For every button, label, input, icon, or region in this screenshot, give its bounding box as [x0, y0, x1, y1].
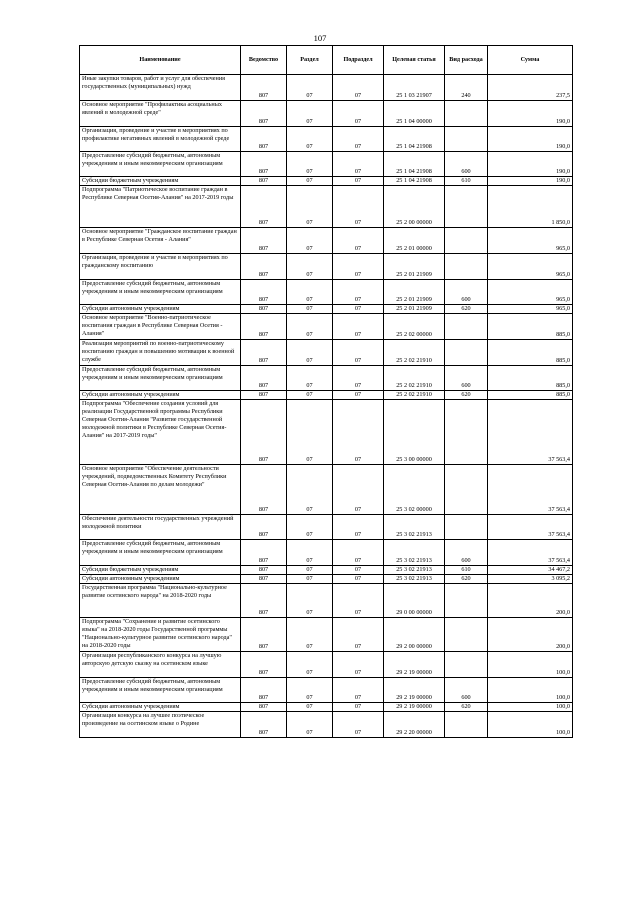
row-target-cell: 29 2 19 00000 [384, 652, 445, 678]
row-section-cell: 07 [287, 228, 333, 254]
table-row [80, 540, 573, 566]
header-subsection: Подраздел [333, 46, 384, 75]
row-amount-cell: 100,0 [488, 712, 573, 738]
row-section-cell: 07 [287, 400, 333, 465]
row-dept-cell: 807 [241, 618, 287, 652]
row-subsection-cell: 07 [333, 652, 384, 678]
table-row [80, 366, 573, 391]
row-name-cell: Субсидии автономным учреждениям [80, 305, 241, 314]
row-name-cell: Предоставление субсидий бюджетным, автономным учреждениям и иным некоммерческим организациям [80, 678, 241, 703]
row-amount-cell: 100,0 [488, 652, 573, 678]
row-target-cell: 25 2 02 00000 [384, 314, 445, 340]
row-amount-cell: 34 467,2 [488, 566, 573, 575]
row-section-cell: 07 [287, 314, 333, 340]
row-section-cell: 07 [287, 515, 333, 540]
row-section-cell: 07 [287, 254, 333, 280]
row-exp-type-cell [445, 101, 488, 127]
row-name-cell: Основное мероприятие "Гражданское воспитание граждан в Республике Северная Осетия - Алания" [80, 228, 241, 254]
row-dept-cell: 807 [241, 75, 287, 101]
header-dept: Ведомство [241, 46, 287, 75]
row-exp-type-cell [445, 712, 488, 738]
row-dept-cell: 807 [241, 465, 287, 515]
row-exp-type-cell [445, 127, 488, 152]
row-name-cell: Организация республиканского конкурса на лучшую авторскую детскую сказку на осетинском языке [80, 652, 241, 678]
row-amount-cell: 190,0 [488, 127, 573, 152]
row-subsection-cell: 07 [333, 584, 384, 618]
row-name-cell: Подпрограмма "Патриотическое воспитание граждан в Республике Северная Осетия-Алания" на 2017-2019 годы [80, 186, 241, 228]
row-section-cell: 07 [287, 391, 333, 400]
row-target-cell: 25 3 00 00000 [384, 400, 445, 465]
row-subsection-cell: 07 [333, 177, 384, 186]
table-row [80, 712, 573, 738]
row-amount-cell: 885,0 [488, 366, 573, 391]
row-exp-type-cell [445, 186, 488, 228]
row-subsection-cell: 07 [333, 703, 384, 712]
row-dept-cell: 807 [241, 254, 287, 280]
row-section-cell: 07 [287, 465, 333, 515]
row-target-cell: 25 1 03 21907 [384, 75, 445, 101]
row-dept-cell: 807 [241, 366, 287, 391]
row-section-cell: 07 [287, 540, 333, 566]
table-row [80, 652, 573, 678]
row-amount-cell: 965,0 [488, 228, 573, 254]
row-subsection-cell: 07 [333, 228, 384, 254]
row-section-cell: 07 [287, 703, 333, 712]
row-dept-cell: 807 [241, 186, 287, 228]
row-name-cell: Реализация мероприятий по военно-патриотическому воспитанию граждан и повышению мотивации к военной службе [80, 340, 241, 366]
header-exp-type: Вид расхода [445, 46, 488, 75]
row-exp-type-cell: 600 [445, 540, 488, 566]
row-subsection-cell: 07 [333, 618, 384, 652]
table-row [80, 101, 573, 127]
header-amount: Сумма [488, 46, 573, 75]
row-section-cell: 07 [287, 575, 333, 584]
row-target-cell: 29 2 19 00000 [384, 678, 445, 703]
table-row [80, 340, 573, 366]
row-name-cell: Иные закупки товаров, работ и услуг для обеспечения государственных (муниципальных) нужд [80, 75, 241, 101]
table-row [80, 400, 573, 465]
table-row [80, 584, 573, 618]
row-target-cell: 25 2 01 21909 [384, 305, 445, 314]
row-dept-cell: 807 [241, 652, 287, 678]
row-section-cell: 07 [287, 712, 333, 738]
row-section-cell: 07 [287, 305, 333, 314]
row-dept-cell: 807 [241, 515, 287, 540]
row-section-cell: 07 [287, 152, 333, 177]
row-subsection-cell: 07 [333, 186, 384, 228]
row-target-cell: 25 3 02 21913 [384, 575, 445, 584]
row-target-cell: 25 1 04 21908 [384, 177, 445, 186]
row-target-cell: 29 2 19 00000 [384, 703, 445, 712]
row-subsection-cell: 07 [333, 515, 384, 540]
table-row [80, 515, 573, 540]
row-name-cell: Предоставление субсидий бюджетным, автономным учреждениям и иным некоммерческим организациям [80, 152, 241, 177]
row-dept-cell: 807 [241, 540, 287, 566]
row-name-cell: Подпрограмма "Сохранение и развитие осетинского языка" на 2018-2020 годы Государственной программы "Национально-культурное развитие осетинского народа" на 2018-2020 годы [80, 618, 241, 652]
row-amount-cell: 237,5 [488, 75, 573, 101]
row-name-cell: Государственная программа "Национально-культурное развитие осетинского народа" на 2018-2020 годы [80, 584, 241, 618]
table-row [80, 75, 573, 101]
row-section-cell: 07 [287, 127, 333, 152]
row-exp-type-cell [445, 254, 488, 280]
row-dept-cell: 807 [241, 152, 287, 177]
row-target-cell: 25 1 04 21908 [384, 127, 445, 152]
row-target-cell: 25 3 02 21913 [384, 566, 445, 575]
row-subsection-cell: 07 [333, 566, 384, 575]
row-target-cell: 29 2 20 00000 [384, 712, 445, 738]
row-exp-type-cell [445, 584, 488, 618]
row-amount-cell: 37 563,4 [488, 515, 573, 540]
row-section-cell: 07 [287, 177, 333, 186]
row-name-cell: Основное мероприятие "Профилактика асоциальных явлений в молодежной среде" [80, 101, 241, 127]
row-subsection-cell: 07 [333, 575, 384, 584]
row-section-cell: 07 [287, 101, 333, 127]
row-exp-type-cell [445, 228, 488, 254]
header-target: Целевая статья [384, 46, 445, 75]
row-section-cell: 07 [287, 652, 333, 678]
row-exp-type-cell: 610 [445, 177, 488, 186]
row-target-cell: 25 3 02 21913 [384, 540, 445, 566]
row-dept-cell: 807 [241, 566, 287, 575]
row-dept-cell: 807 [241, 575, 287, 584]
row-subsection-cell: 07 [333, 75, 384, 101]
table-row [80, 177, 573, 186]
row-target-cell: 29 2 00 00000 [384, 618, 445, 652]
row-section-cell: 07 [287, 566, 333, 575]
row-name-cell: Предоставление субсидий бюджетным, автономным учреждениям и иным некоммерческим организациям [80, 366, 241, 391]
row-amount-cell: 885,0 [488, 340, 573, 366]
row-name-cell: Субсидии автономным учреждениям [80, 391, 241, 400]
row-name-cell: Субсидии бюджетным учреждениям [80, 177, 241, 186]
row-amount-cell: 965,0 [488, 254, 573, 280]
row-target-cell: 25 2 02 21910 [384, 391, 445, 400]
row-name-cell: Организация конкурса на лучшее поэтическое произведение на осетинском языке о Родине [80, 712, 241, 738]
row-section-cell: 07 [287, 340, 333, 366]
row-target-cell: 25 2 02 21910 [384, 366, 445, 391]
row-subsection-cell: 07 [333, 400, 384, 465]
table-row [80, 305, 573, 314]
table-row [80, 465, 573, 515]
row-amount-cell: 885,0 [488, 314, 573, 340]
row-name-cell: Субсидии бюджетным учреждениям [80, 566, 241, 575]
row-subsection-cell: 07 [333, 127, 384, 152]
row-section-cell: 07 [287, 618, 333, 652]
row-name-cell: Организация, проведение и участие в мероприятиях по профилактике негативных явлений в молодежной среде [80, 127, 241, 152]
row-target-cell: 25 2 01 00000 [384, 228, 445, 254]
row-name-cell: Организация, проведение и участие в мероприятиях по гражданскому воспитанию [80, 254, 241, 280]
row-target-cell: 25 1 04 00000 [384, 101, 445, 127]
row-subsection-cell: 07 [333, 314, 384, 340]
budget-table [79, 45, 573, 738]
row-target-cell: 25 3 02 21913 [384, 515, 445, 540]
row-dept-cell: 807 [241, 305, 287, 314]
row-dept-cell: 807 [241, 177, 287, 186]
row-target-cell: 25 2 00 00000 [384, 186, 445, 228]
row-amount-cell: 885,0 [488, 391, 573, 400]
row-target-cell: 25 2 01 21909 [384, 280, 445, 305]
row-exp-type-cell: 620 [445, 703, 488, 712]
row-dept-cell: 807 [241, 678, 287, 703]
row-amount-cell: 3 095,2 [488, 575, 573, 584]
row-subsection-cell: 07 [333, 152, 384, 177]
row-exp-type-cell: 620 [445, 575, 488, 584]
row-dept-cell: 807 [241, 391, 287, 400]
header-name: Наименование [80, 46, 241, 75]
row-exp-type-cell [445, 618, 488, 652]
row-amount-cell: 200,0 [488, 584, 573, 618]
row-subsection-cell: 07 [333, 391, 384, 400]
row-subsection-cell: 07 [333, 280, 384, 305]
table-row [80, 254, 573, 280]
row-dept-cell: 807 [241, 127, 287, 152]
table-header-row [80, 46, 573, 75]
row-exp-type-cell: 600 [445, 678, 488, 703]
row-subsection-cell: 07 [333, 305, 384, 314]
table-row [80, 678, 573, 703]
row-dept-cell: 807 [241, 340, 287, 366]
row-subsection-cell: 07 [333, 340, 384, 366]
row-section-cell: 07 [287, 75, 333, 101]
row-section-cell: 07 [287, 280, 333, 305]
row-target-cell: 25 2 01 21909 [384, 254, 445, 280]
table-row [80, 127, 573, 152]
row-dept-cell: 807 [241, 314, 287, 340]
row-name-cell: Обеспечение деятельности государственных учреждений молодежной политики [80, 515, 241, 540]
row-exp-type-cell [445, 340, 488, 366]
row-subsection-cell: 07 [333, 712, 384, 738]
row-subsection-cell: 07 [333, 366, 384, 391]
row-exp-type-cell: 600 [445, 152, 488, 177]
row-dept-cell: 807 [241, 703, 287, 712]
row-exp-type-cell [445, 652, 488, 678]
row-target-cell: 29 0 00 00000 [384, 584, 445, 618]
row-amount-cell: 37 563,4 [488, 400, 573, 465]
row-exp-type-cell [445, 465, 488, 515]
table-row [80, 314, 573, 340]
row-amount-cell: 190,0 [488, 152, 573, 177]
row-name-cell: Предоставление субсидий бюджетным, автономным учреждениям и иным некоммерческим организациям [80, 280, 241, 305]
table-row [80, 152, 573, 177]
row-amount-cell: 200,0 [488, 618, 573, 652]
row-target-cell: 25 1 04 21908 [384, 152, 445, 177]
row-subsection-cell: 07 [333, 101, 384, 127]
row-exp-type-cell: 600 [445, 280, 488, 305]
row-section-cell: 07 [287, 678, 333, 703]
row-exp-type-cell: 240 [445, 75, 488, 101]
page-number: 107 [313, 33, 327, 43]
row-amount-cell: 100,0 [488, 678, 573, 703]
row-amount-cell: 965,0 [488, 280, 573, 305]
row-target-cell: 25 3 02 00000 [384, 465, 445, 515]
row-amount-cell: 1 850,0 [488, 186, 573, 228]
row-name-cell: Основное мероприятие "Военно-патриотическое воспитания граждан в Республике Северная Осетия - Алания" [80, 314, 241, 340]
row-dept-cell: 807 [241, 228, 287, 254]
row-target-cell: 25 2 02 21910 [384, 340, 445, 366]
row-amount-cell: 37 563,4 [488, 465, 573, 515]
table-row [80, 186, 573, 228]
header-section: Раздел [287, 46, 333, 75]
row-amount-cell: 100,0 [488, 703, 573, 712]
row-exp-type-cell: 620 [445, 391, 488, 400]
row-name-cell: Субсидии автономным учреждениям [80, 575, 241, 584]
row-dept-cell: 807 [241, 400, 287, 465]
table-row [80, 391, 573, 400]
row-subsection-cell: 07 [333, 540, 384, 566]
row-amount-cell: 190,0 [488, 101, 573, 127]
row-exp-type-cell [445, 515, 488, 540]
table-row [80, 703, 573, 712]
row-amount-cell: 965,0 [488, 305, 573, 314]
row-dept-cell: 807 [241, 280, 287, 305]
row-subsection-cell: 07 [333, 678, 384, 703]
row-name-cell: Подпрограмма "Обеспечение создания условий для реализации Государственной программы Республики Северная Осетия-Алания "Развитие государственной молодежной политики в Республике Северная Осетия-Алания" на 2017-2019 годы" [80, 400, 241, 465]
row-exp-type-cell: 620 [445, 305, 488, 314]
row-exp-type-cell: 610 [445, 566, 488, 575]
row-name-cell: Основное мероприятие "Обеспечение деятельности учреждений, подведомственных Комитету Республики Северная Осетия-Алания по делам молодежи" [80, 465, 241, 515]
row-name-cell: Субсидии автономным учреждениям [80, 703, 241, 712]
row-subsection-cell: 07 [333, 254, 384, 280]
row-exp-type-cell: 600 [445, 366, 488, 391]
row-section-cell: 07 [287, 366, 333, 391]
row-dept-cell: 807 [241, 101, 287, 127]
row-exp-type-cell [445, 314, 488, 340]
row-section-cell: 07 [287, 186, 333, 228]
table-row [80, 575, 573, 584]
table-row [80, 618, 573, 652]
row-amount-cell: 37 563,4 [488, 540, 573, 566]
table-row [80, 228, 573, 254]
table-row [80, 280, 573, 305]
table-row [80, 566, 573, 575]
row-subsection-cell: 07 [333, 465, 384, 515]
row-dept-cell: 807 [241, 584, 287, 618]
row-exp-type-cell [445, 400, 488, 465]
row-dept-cell: 807 [241, 712, 287, 738]
row-amount-cell: 190,0 [488, 177, 573, 186]
row-name-cell: Предоставление субсидий бюджетным, автономным учреждениям и иным некоммерческим организациям [80, 540, 241, 566]
row-section-cell: 07 [287, 584, 333, 618]
